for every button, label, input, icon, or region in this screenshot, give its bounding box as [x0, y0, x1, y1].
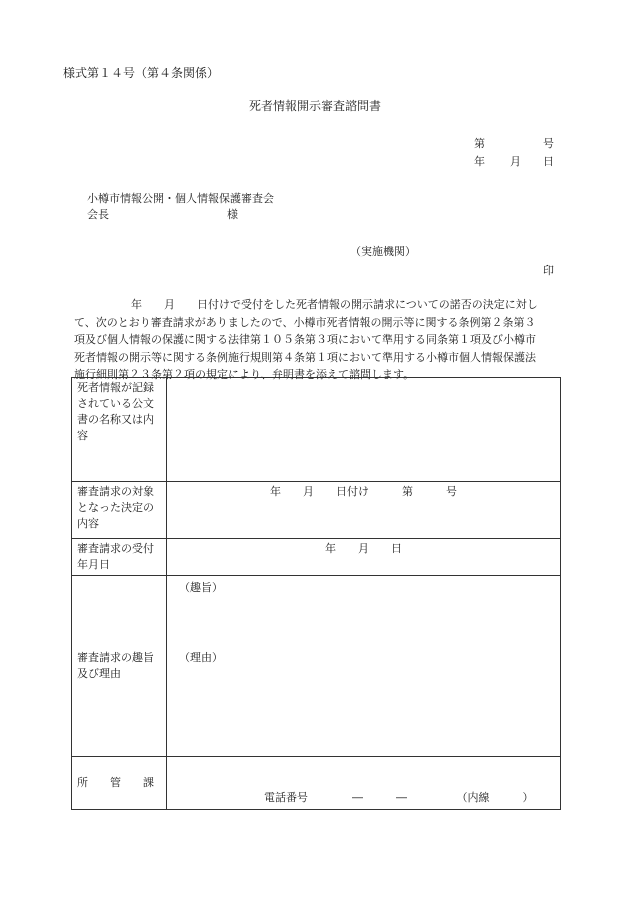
- body-line: 死者情報の開示等に関する条例施行規則第４条第１項において準用する小樽市個人情報保護法: [74, 350, 536, 364]
- reason-label: （理由）: [179, 651, 223, 664]
- decision-header: 審査請求の対象となった決定の内容: [72, 482, 167, 539]
- addressee-organization: 小樽市情報公開・個人情報保護審査会: [87, 192, 274, 205]
- seal-mark: 印: [543, 264, 554, 277]
- table-row: [72, 757, 561, 810]
- table-row: [72, 378, 561, 482]
- receipt-date-field[interactable]: [167, 539, 561, 576]
- body-line: 項及び個人情報の保護に関する法律第１０５条第３項において準用する同条第１項及び小樽市: [74, 333, 536, 346]
- addressee-honorific: 様: [227, 208, 238, 221]
- document-name-field[interactable]: [167, 378, 561, 482]
- table-row: [72, 539, 561, 576]
- body-paragraph: [74, 296, 574, 384]
- implementing-agency-label: （実施機関）: [350, 245, 416, 258]
- receipt-date-template: 年 月 日: [325, 542, 402, 555]
- document-name-header: 死者情報が記録されている公文書の名称又は内容: [72, 378, 167, 482]
- purpose-reason-field[interactable]: [167, 576, 561, 757]
- body-line: 年 月 日付けで受付をした死者情報の開示請求についての諾否の決定に対し: [131, 298, 538, 311]
- inquiry-form-table: [71, 377, 561, 810]
- date-day-label: 日: [543, 155, 554, 168]
- body-line: 施行細則第２３条第２項の規定により、弁明書を添えて諮問します。: [74, 368, 415, 381]
- date-year-label: 年: [474, 155, 485, 168]
- department-field[interactable]: [167, 757, 561, 810]
- receipt-date-header: 審査請求の受付年月日: [72, 539, 167, 576]
- table-row: [72, 482, 561, 539]
- date-month-label: 月: [510, 155, 521, 168]
- reference-number-suffix: 号: [543, 137, 554, 150]
- reference-number-prefix: 第: [474, 137, 485, 150]
- purpose-reason-header: 審査請求の趣旨及び理由: [72, 576, 167, 757]
- body-line: て、次のとおり審査請求がありましたので、小樽市死者情報の開示等に関する条例第２条第３: [74, 315, 536, 329]
- decision-field[interactable]: [167, 482, 561, 539]
- form-number-label: 様式第１４号（第４条関係）: [63, 66, 220, 80]
- document-title: 死者情報開示審査諮問書: [248, 99, 381, 113]
- addressee-chair: 会長: [87, 208, 109, 221]
- table-row: [72, 576, 561, 757]
- department-header: 所 管 課: [72, 757, 167, 810]
- purpose-label: （趣旨）: [179, 581, 223, 594]
- decision-date-template: 年 月 日付け 第 号: [270, 485, 457, 498]
- phone-number-label: 電話番号 ― ― （内線 ）: [264, 791, 534, 804]
